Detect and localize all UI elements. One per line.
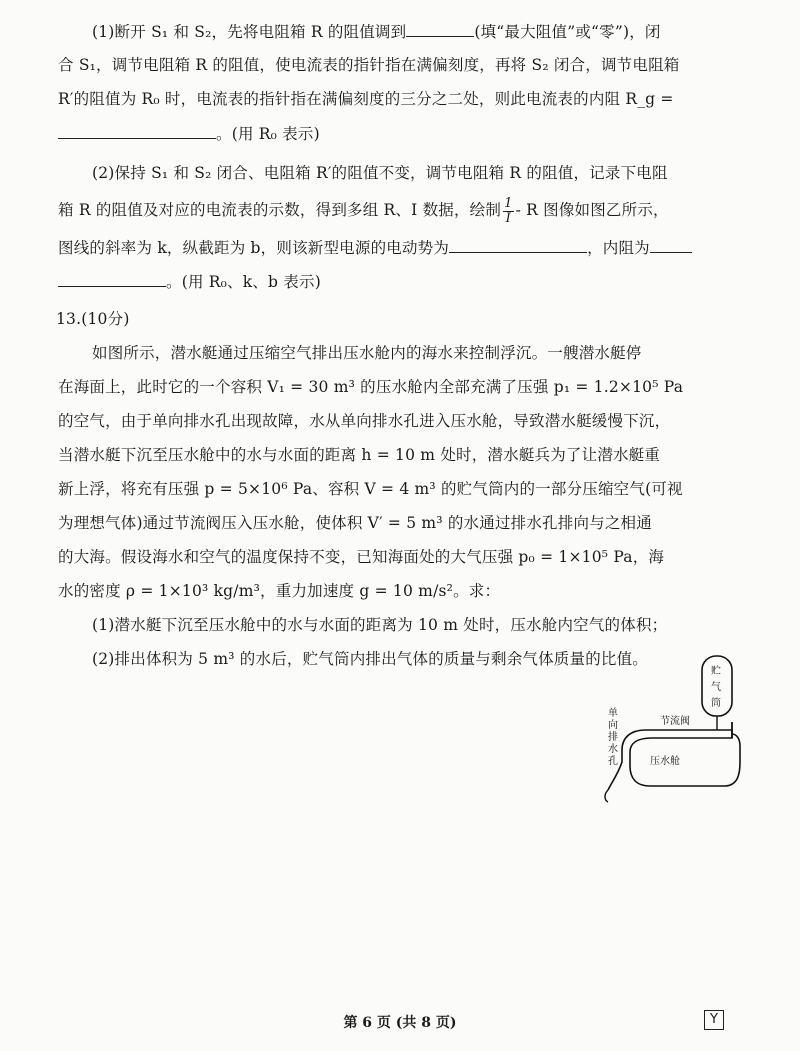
cabin-label: 压水舱 [650,756,680,767]
q12-p1-line1: (1)断开 S₁ 和 S₂，先将电阻箱 R 的阻值调到 [92,23,407,41]
answer-blank-2[interactable] [58,116,216,139]
q13-line-7: 水的密度 ρ = 1×10³ kg/m³，重力加速度 g = 10 m/s²。求： [58,582,501,600]
page-footer: 第 6 页 (共 8 页) [343,1015,457,1031]
answer-blank-5[interactable] [58,264,166,287]
q12-p2-line2a: 箱 R 的阻值及对应的电流表的示数，得到多组 R、I 数据，绘制 [58,201,502,219]
q12-p2-line3b: ，内阻为 [587,239,650,257]
valve-label: 节流阀 [660,716,690,727]
q12-p1-line2: 合 S₁，调节电阻箱 R 的阻值，使电流表的指针指在满偏刻度，再将 S₂ 闭合，调节电阻箱 [58,56,680,74]
tank-label-0: 贮 [711,666,721,677]
q12-p1-line4: 。(用 R₀ 表示) [216,125,320,143]
q12-part2 [58,156,742,298]
fraction-1-over-I [503,197,513,226]
drain-hole [605,790,608,802]
q13-line-5: 为理想气体)通过节流阀压入压水舱，使体积 V′ = 5 m³ 的水通过排水孔排向与之相通 [58,514,652,532]
q13-sub2: (2)排出体积为 5 m³ 的水后，贮气筒内排出气体的质量与剩余气体质量的比值。 [92,650,649,668]
q13-line-3: 当潜水艇下沉至压水舱中的水与水面的距离 h = 10 m 处时，潜水艇兵为了让潜水艇重 [58,446,661,464]
hole-label-4: 孔 [608,756,618,767]
q12-p2-line2b: - R 图像如图乙所示， [515,201,669,219]
q12-p2-line1: (2)保持 S₁ 和 S₂ 闭合、电阻箱 R′的阻值不变，调节电阻箱 R 的阻值，记录下电阻 [92,164,668,182]
q13-line-6: 的大海。假设海水和空气的温度保持不变，已知海面处的大气压强 p₀ = 1×10⁵ Pa，海 [58,548,665,566]
q13 [58,302,742,676]
version-badge: Y [704,1010,724,1030]
q13-line-0: 如图所示，潜水艇通过压缩空气排出压水舱内的海水来控制浮沉。一艘潜水艇停 [92,344,642,362]
answer-blank-4[interactable] [650,230,692,253]
fraction-numerator: 1 [504,195,513,211]
q13-line-1: 在海面上，此时它的一个容积 V₁ = 30 m³ 的压水舱内全部充满了压强 p₁ = 1.2×10⁵ Pa [58,378,684,396]
q12-p2-line4: 。(用 R₀、k、b 表示) [166,273,321,291]
answer-blank-3[interactable] [449,230,587,253]
hole-label-2: 排 [608,732,618,743]
answer-blank-1[interactable] [406,14,474,37]
q12-p1-line1-tail: (填“最大阻值”或“零”)，闭 [474,23,661,41]
hole-label-0: 单 [608,708,618,719]
q12-p2-line3a: 图线的斜率为 k，纵截距为 b，则该新型电源的电动势为 [58,239,450,257]
q13-header: 13.(10分) [56,310,130,328]
submarine-figure [590,650,760,810]
q12-part1 [58,14,742,150]
tank-label-1: 气 [711,682,721,693]
q13-line-4: 新上浮，将充有压强 p = 5×10⁶ Pa、容积 V = 4 m³ 的贮气筒内的一部分压缩空气(可视 [58,480,683,498]
hole-label-3: 水 [608,744,618,755]
tank-label-2: 筒 [711,698,721,709]
fraction-denominator: I [505,210,511,226]
q12-p1-line3: R′的阻值为 R₀ 时，电流表的指针指在满偏刻度的三分之二处，则此电流表的内阻 R_g = [58,90,674,108]
q13-sub1: (1)潜水艇下沉至压水舱中的水与水面的距离为 10 m 处时，压水舱内空气的体积； [92,616,668,634]
hole-label-1: 向 [608,720,618,731]
q13-line-2: 的空气，由于单向排水孔出现故障，水从单向排水孔进入压水舱，导致潜水艇缓慢下沉， [58,412,671,430]
